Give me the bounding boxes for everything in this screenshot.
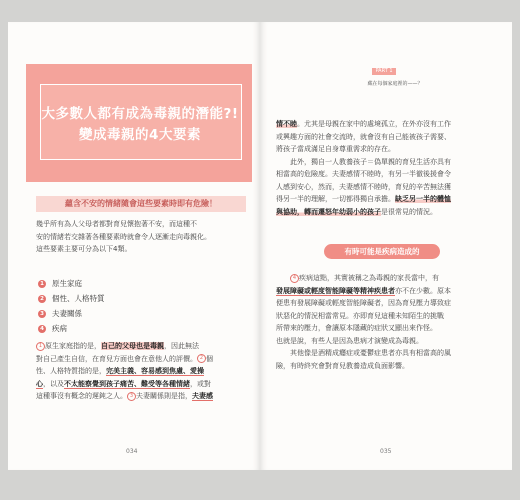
body-line: 其他像是酒精成癮症或憂鬱症患者亦具有相當高的風 bbox=[290, 349, 451, 357]
right-page bbox=[260, 22, 512, 470]
factor-item bbox=[38, 291, 238, 306]
book-spread bbox=[8, 22, 512, 470]
right-paragraph-1 bbox=[276, 118, 498, 218]
body-text: ，因此無法 bbox=[164, 342, 199, 350]
section-pill-text: 有時可能是疾病造成的 bbox=[344, 247, 420, 256]
body-text: 得另一半的理解，一切都得獨自承擔。 bbox=[276, 195, 395, 203]
highlight-text: 不太能察覺到孩子痛苦、難受等各種情緒 bbox=[64, 379, 190, 388]
highlight-text: 缺乏另一半的體恤 bbox=[395, 195, 451, 203]
body-line: 便患有發展障礙或輕度智能障礙者，因為育兒壓力導致症 bbox=[276, 299, 451, 307]
highlight-text: 自己的父母也是毒親 bbox=[101, 342, 164, 350]
intro-line: 安的情緒若交雜著各種要素時就會令人逐漸走向毒親化。 bbox=[36, 232, 211, 241]
body-text: 亦不在少數。原本 bbox=[395, 286, 451, 295]
factor-label: 個性、人格特質 bbox=[52, 294, 105, 303]
body-text: ，或對 bbox=[190, 379, 211, 388]
body-line bbox=[36, 390, 250, 403]
body-text: 疾病這點，其實被稱之為毒親的家長當中，有 bbox=[299, 274, 439, 282]
body-text: ，以及 bbox=[43, 379, 64, 388]
factor-item bbox=[38, 276, 238, 291]
body-line bbox=[36, 378, 250, 391]
body-line: 將孩子當成滿足自身尊重需求的存在。 bbox=[276, 145, 395, 153]
body-text: 原生家庭指的是， bbox=[45, 342, 101, 350]
body-line: 相當高的危險度。夫妻感情不睦時，有另一半徹後援會令 bbox=[276, 170, 451, 178]
circled-number: 3 bbox=[127, 392, 136, 401]
highlight-text: 夫妻感 bbox=[192, 392, 213, 400]
body-text: 。尤其是母親在家中的處境孤立，在外亦沒有工作 bbox=[297, 120, 451, 128]
body-text: 是很常見的情況。 bbox=[381, 207, 437, 216]
factor-number: 1 bbox=[38, 280, 46, 288]
body-text: 對自己產生自信，在育兒方面也會在意他人的評價。 bbox=[36, 354, 197, 363]
page-number: 034 bbox=[126, 448, 138, 455]
body-line: 狀惡化的情況相當常見。亦即育兒這種未知陌生的挑戰 bbox=[276, 311, 444, 320]
factor-number: 2 bbox=[38, 295, 46, 303]
body-line bbox=[276, 206, 498, 219]
hero-title-box bbox=[40, 84, 242, 160]
highlight-text: 心 bbox=[36, 379, 43, 388]
highlight-text: 完美主義、容易感到焦慮、愛操 bbox=[106, 367, 204, 375]
factor-item bbox=[38, 321, 238, 336]
hero-title-line1: 大多數人都有成為毒親的潛能?! bbox=[41, 106, 239, 122]
body-line: 此外，獨自一人教養孩子＝偽單親的育兒生活亦具有 bbox=[290, 157, 451, 166]
highlight-text: 情不睦 bbox=[276, 120, 297, 128]
body-line: 也就是說，有些人是因為患病才演變成為毒親。 bbox=[276, 336, 423, 345]
factor-label: 疾病 bbox=[52, 324, 67, 333]
factor-label: 原生家庭 bbox=[52, 279, 82, 288]
circled-number: 1 bbox=[36, 342, 45, 351]
left-page bbox=[8, 22, 260, 470]
body-line: 人感到安心，然而，夫妻感情不睦時，育兒的辛苦無法獲 bbox=[276, 182, 451, 191]
body-line: 險，有時終究會對育兒教養造成負面影響。 bbox=[276, 361, 409, 370]
header-tab-text: PART 1 bbox=[375, 68, 393, 74]
body-line bbox=[276, 193, 498, 206]
circled-number: 4 bbox=[290, 274, 299, 283]
factor-number: 4 bbox=[38, 325, 46, 333]
section-banner-text: 蘊含不安的情緒隨會這些要素時即有危險！ bbox=[65, 199, 217, 208]
body-paragraph bbox=[36, 340, 250, 403]
highlight-text: 發展障礙或輕度智能障礙等精神疾患者 bbox=[276, 286, 395, 295]
intro-line: 幾乎所有為人父母者都對育兒懷抱著不安，而這種不 bbox=[36, 220, 197, 228]
factor-item bbox=[38, 306, 238, 321]
highlight-text: 與協助，轉而遷怒年幼弱小的孩子 bbox=[276, 207, 381, 216]
running-header: 藏在每個家庭裡的——？ bbox=[367, 81, 423, 87]
body-line bbox=[276, 285, 498, 298]
factor-label: 夫妻關係 bbox=[52, 309, 82, 318]
factor-number: 3 bbox=[38, 310, 46, 318]
body-line bbox=[276, 118, 498, 131]
intro-paragraph bbox=[36, 218, 250, 256]
body-text: 個 bbox=[206, 354, 213, 363]
factor-list bbox=[38, 276, 238, 336]
body-line bbox=[36, 340, 250, 353]
body-text: 夫妻關係則是指， bbox=[136, 392, 192, 400]
hero-title-line2: 變成毒親的4大要素 bbox=[79, 127, 201, 143]
body-text: 這種事沒有概念的遲鈍之人。 bbox=[36, 392, 127, 400]
page-number: 035 bbox=[380, 448, 392, 455]
body-line: 或興趣方面的社會交流時，就會沒有自己能被孩子需要、 bbox=[276, 132, 451, 141]
intro-line: 這些要素主要可分為以下4類。 bbox=[36, 245, 132, 253]
body-text: 性、人格特質指的是， bbox=[36, 367, 106, 375]
body-line bbox=[276, 272, 498, 285]
circled-number: 2 bbox=[197, 354, 206, 363]
body-line bbox=[36, 365, 250, 378]
right-paragraph-2 bbox=[276, 272, 498, 372]
body-line: 所帶來的壓力，會讓原本隱藏的症狀又顯出來作怪。 bbox=[276, 324, 437, 332]
body-line bbox=[36, 353, 250, 366]
